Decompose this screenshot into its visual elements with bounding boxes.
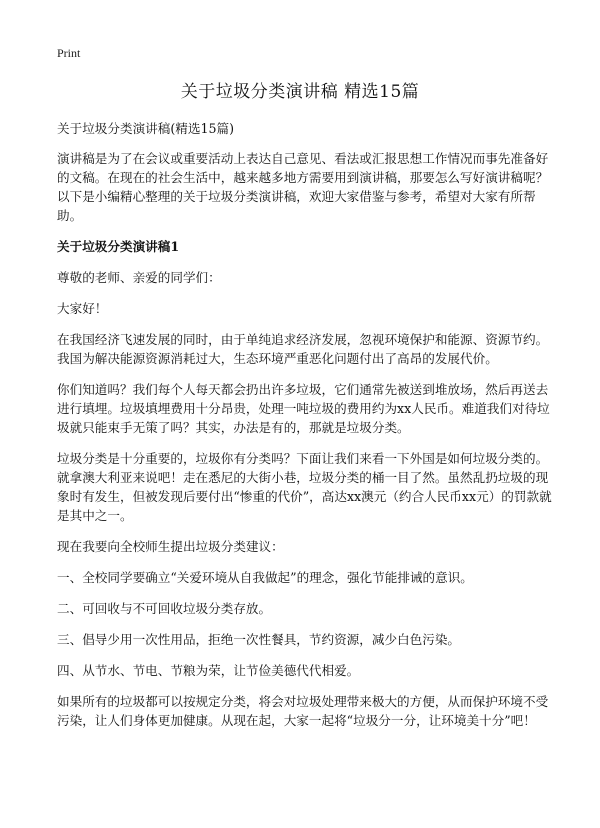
paragraph-item-2: 二、可回收与不可回收垃圾分类存放。 [57, 601, 272, 616]
intro-paragraph: 演讲稿是为了在会议或重要活动上表达自己意见、看法或汇报思想工作情况而事先准备好的文稿。在现在的社会生活中，越来越多地方需要用到演讲稿，那要怎么写好演讲稿呢？以下是小编精心整理的关于垃圾分类演讲稿，欢迎大家借鉴与参考，希望对大家有所帮助。 [57, 151, 549, 223]
paragraph-conclusion: 如果所有的垃圾都可以按规定分类，将会对垃圾处理带来极大的方便，从而保护环境不受污染，让人们身体更加健康。从现在起，大家一起将“垃圾分一分，让环境美十分”吧！ [57, 694, 549, 728]
paragraph-item-4: 四、从节水、节电、节粮为荣，让节俭美德代代相爱。 [57, 663, 360, 678]
paragraph-economy: 在我国经济飞速发展的同时，由于单纯追求经济发展，忽视环境保护和能源、资源节约。我国为解决能源资源消耗过大，生态环境严重恶化问题付出了高昂的发展代价。 [57, 332, 549, 366]
document-body [57, 119, 557, 742]
paragraph-item-3: 三、倡导少用一次性用品，拒绝一次性餐具，节约资源，减少白色污染。 [57, 632, 460, 647]
paragraph-australia: 垃圾分类是十分重要的，垃圾你有分类吗？下面让我们来看一下外国是如何垃圾分类的。就拿澳大利亚来说吧！走在悉尼的大街小巷，垃圾分类的桶一目了然。虽然乱扔垃圾的现象时有发生，但被发现后要付出“惨重的代价”，高达xx澳元（约合人民币xx元）的罚款就是其中之一。 [57, 451, 552, 523]
document-subtitle: 关于垃圾分类演讲稿(精选15篇) [57, 121, 234, 136]
section-heading: 关于垃圾分类演讲稿1 [57, 239, 180, 254]
paragraph-greeting: 大家好！ [57, 301, 108, 316]
print-link[interactable]: Print [57, 46, 81, 60]
paragraph-salutation: 尊敬的老师、亲爱的同学们： [57, 270, 221, 285]
paragraph-landfill: 你们知道吗？我们每个人每天都会扔出许多垃圾，它们通常先被送到堆放场，然后再送去进行填埋。垃圾填埋费用十分昂贵，处理一吨垃圾的费用约为xx人民币。难道我们对待垃圾就只能束手无策了吗？其实，办法是有的，那就是垃圾分类。 [57, 382, 550, 435]
page-title: 关于垃圾分类演讲稿 精选15篇 [180, 82, 420, 102]
paragraph-proposal: 现在我要向全校师生提出垃圾分类建议： [57, 539, 284, 554]
paragraph-item-1: 一、全校同学要确立“关爱环境从自我做起”的理念，强化节能排诫的意识。 [57, 570, 473, 585]
